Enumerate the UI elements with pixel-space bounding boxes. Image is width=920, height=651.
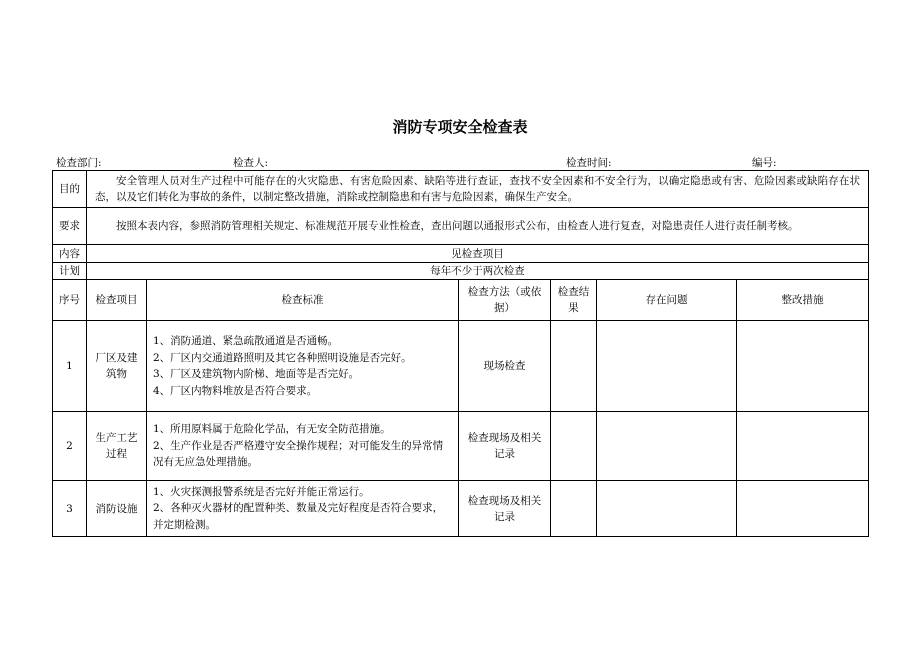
purpose-label: 目的: [53, 171, 87, 208]
row-measures[interactable]: [737, 481, 869, 537]
table-row: [53, 481, 869, 537]
inspection-time-label: 检查时间:: [566, 157, 612, 169]
row-standards: [147, 321, 459, 412]
row-number: 2: [53, 412, 87, 481]
row-item: 生产工艺过程: [87, 412, 147, 481]
inspection-table: [52, 170, 869, 537]
header-issues: 存在问题: [597, 280, 737, 321]
document-title: 消防专项安全检查表: [392, 118, 528, 136]
standard-line: 1、所用原料属于危险化学品，有无安全防范措施。: [153, 423, 391, 436]
header-row: [53, 280, 869, 321]
header-result: 检查结果: [551, 280, 597, 321]
content-label: 内容: [53, 245, 87, 263]
standard-line: 1、火灾探测报警系统是否完好并能正常运行。: [153, 485, 370, 498]
row-method: 现场检查: [459, 321, 551, 412]
inspector-label: 检查人:: [233, 157, 269, 169]
purpose-row: [53, 171, 869, 208]
row-issues[interactable]: [597, 321, 737, 412]
standard-line: 1、消防通道、紧急疏散通道是否通畅。: [153, 335, 339, 347]
row-measures[interactable]: [737, 412, 869, 481]
standard-line: 4、厂区内物料堆放是否符合要求。: [153, 384, 318, 397]
row-method: 检查现场及相关记录: [459, 412, 551, 481]
row-issues[interactable]: [597, 481, 737, 537]
requirement-row: [53, 208, 869, 245]
row-item: 厂区及建筑物: [87, 321, 147, 412]
header-method: 检查方法（或依据）: [459, 280, 551, 321]
standard-line: 2、各种灭火器材的配置种类、数量及完好程度是否符合要求，并定期检测。: [153, 502, 444, 531]
header-no: 序号: [53, 280, 87, 321]
standard-line: 2、厂区内交通道路照明及其它各种照明设施是否完好。: [153, 351, 412, 364]
row-standards: [147, 481, 459, 537]
row-item: 消防设施: [87, 481, 147, 537]
header-measures: 整改措施: [737, 280, 869, 321]
row-number: 3: [53, 481, 87, 537]
row-issues[interactable]: [597, 412, 737, 481]
row-method: 检查现场及相关记录: [459, 481, 551, 537]
plan-text: 每年不少于两次检查: [87, 263, 869, 280]
row-number: 1: [53, 321, 87, 412]
row-measures[interactable]: [737, 321, 869, 412]
row-result[interactable]: [551, 412, 597, 481]
plan-label: 计划: [53, 263, 87, 280]
table-row: [53, 412, 869, 481]
standard-line: 2、生产作业是否严格遵守安全操作规程；对可能发生的异常情况有无应急处理措施。: [153, 439, 444, 469]
row-standards: [147, 412, 459, 481]
standard-line: 3、厂区及建筑物内阶梯、地面等是否完好。: [153, 368, 360, 380]
row-result[interactable]: [551, 321, 597, 412]
content-row: [53, 245, 869, 263]
header-item: 检查项目: [87, 280, 147, 321]
serial-number-label: 编号:: [752, 157, 777, 169]
inspection-department-label: 检查部门:: [56, 157, 102, 169]
purpose-text: 安全管理人员对生产过程中可能存在的火灾隐患、有害危险因素、缺陷等进行查证，查找不安全因素和不安全行为，以确定隐患或有害、危险因素或缺陷存在状态，以及它们转化为事故的条件，以制定整改措施，消除或控制隐患和有害与危险因素，确保生产安全。: [87, 171, 869, 208]
row-result[interactable]: [551, 481, 597, 537]
requirement-text: 按照本表内容，参照消防管理相关规定、标准规范开展专业性检查，查出问题以通报形式公布，由检查人进行复查，对隐患责任人进行责任制考核。: [87, 208, 869, 245]
table-row: [53, 321, 869, 412]
header-standard: 检查标准: [147, 280, 459, 321]
requirement-label: 要求: [53, 208, 87, 245]
content-text: 见检查项目: [87, 245, 869, 263]
plan-row: [53, 263, 869, 280]
